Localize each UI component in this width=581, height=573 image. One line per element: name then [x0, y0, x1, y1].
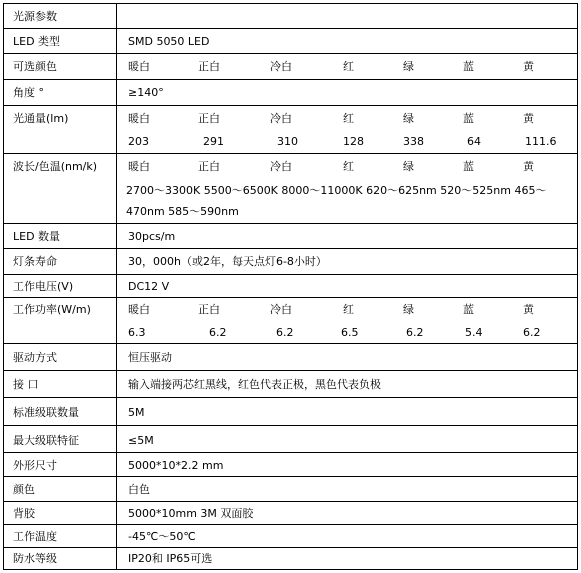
- row-label: 波长/色温(nm/k): [13, 160, 98, 173]
- color-item: 蓝: [463, 160, 474, 173]
- spec-table: [3, 3, 578, 570]
- row-value: 30，000h（或2年，每天点灯6-8小时）: [128, 255, 327, 268]
- color-item: 绿: [403, 112, 414, 125]
- color-item: 冷白: [270, 160, 292, 173]
- row-value: 输入端接两芯红黑线，红色代表正极，黑色代表负极: [128, 378, 381, 391]
- color-item: 暖白: [128, 60, 150, 73]
- color-item: 正白: [198, 303, 220, 316]
- row-cascade-std: [4, 398, 577, 426]
- row-waterproof: [4, 548, 577, 569]
- color-item: 绿: [403, 60, 414, 73]
- row-label: 颜色: [13, 483, 35, 496]
- color-item: 绿: [403, 160, 414, 173]
- row-value: ≥140°: [128, 86, 164, 99]
- row-value: DC12 V: [128, 280, 170, 293]
- row-header: [4, 4, 577, 29]
- color-item: 红: [343, 160, 354, 173]
- color-item: 正白: [198, 112, 220, 125]
- row-label: 光通量(lm): [13, 112, 69, 125]
- flux-value: 291: [203, 135, 224, 148]
- row-value: 白色: [128, 483, 150, 496]
- row-value: ≤5M: [128, 434, 154, 447]
- row-label: LED 数量: [13, 230, 61, 243]
- power-value: 5.4: [465, 326, 483, 339]
- color-item: 红: [343, 112, 354, 125]
- row-temp: [4, 525, 577, 548]
- color-item: 红: [343, 60, 354, 73]
- power-value: 6.3: [128, 326, 146, 339]
- row-color: [4, 54, 577, 80]
- color-item: 冷白: [270, 303, 292, 316]
- flux-value: 310: [277, 135, 298, 148]
- row-value: 5000*10*2.2 mm: [128, 459, 224, 472]
- table-header: 光源参数: [13, 10, 57, 23]
- color-item: 黄: [523, 112, 534, 125]
- color-item: 蓝: [463, 60, 474, 73]
- row-label: 灯条寿命: [13, 255, 57, 268]
- row-label: 工作功率(W/m): [13, 303, 91, 316]
- row-led-count: [4, 224, 577, 249]
- color-item: 蓝: [463, 303, 474, 316]
- row-label: 可选颜色: [13, 60, 57, 73]
- row-flux: [4, 106, 577, 154]
- row-label: LED 类型: [13, 35, 61, 48]
- wavelength-values: 2700～3300K 5500～6500K 8000～11000K 620～625nm 520～525nm 465～470nm 585～590nm: [126, 184, 547, 218]
- row-label: 防水等级: [13, 552, 57, 565]
- row-label: 工作温度: [13, 530, 57, 543]
- color-item: 蓝: [463, 112, 474, 125]
- row-label: 工作电压(V): [13, 280, 74, 293]
- row-value: 5M: [128, 406, 145, 419]
- row-drive: [4, 344, 577, 371]
- row-label: 背胶: [13, 507, 35, 520]
- color-item: 冷白: [270, 60, 292, 73]
- row-size: [4, 453, 577, 477]
- power-value: 6.2: [523, 326, 541, 339]
- row-angle: [4, 80, 577, 106]
- color-item: 暖白: [128, 160, 150, 173]
- power-value: 6.2: [276, 326, 294, 339]
- color-item: 冷白: [270, 112, 292, 125]
- color-item: 正白: [198, 160, 220, 173]
- row-label: 驱动方式: [13, 351, 57, 364]
- row-label: 标准级联数量: [13, 406, 79, 419]
- row-value: IP20和 IP65可选: [128, 552, 213, 565]
- row-label: 角度 °: [13, 86, 44, 99]
- row-power: [4, 298, 577, 344]
- row-color2: [4, 477, 577, 502]
- flux-value: 64: [467, 135, 481, 148]
- row-label: 最大级联特征: [13, 434, 79, 447]
- color-item: 绿: [403, 303, 414, 316]
- flux-value: 203: [128, 135, 149, 148]
- color-item: 黄: [523, 160, 534, 173]
- row-value: 30pcs/m: [128, 230, 176, 243]
- color-item: 正白: [198, 60, 220, 73]
- row-adhesive: [4, 502, 577, 525]
- row-voltage: [4, 275, 577, 298]
- power-value: 6.5: [341, 326, 359, 339]
- row-value: 5000*10mm 3M 双面胶: [128, 507, 254, 520]
- color-item: 黄: [523, 60, 534, 73]
- row-cascade-max: [4, 426, 577, 453]
- flux-value: 338: [403, 135, 424, 148]
- row-value: SMD 5050 LED: [128, 35, 210, 48]
- color-item: 暖白: [128, 303, 150, 316]
- row-life: [4, 249, 577, 275]
- flux-value: 111.6: [525, 135, 557, 148]
- row-label: 接 口: [13, 378, 39, 391]
- color-item: 暖白: [128, 112, 150, 125]
- row-port: [4, 371, 577, 398]
- row-led-type: [4, 29, 577, 54]
- row-value: 恒压驱动: [128, 351, 172, 364]
- color-item: 红: [343, 303, 354, 316]
- flux-value: 128: [343, 135, 364, 148]
- color-item: 黄: [523, 303, 534, 316]
- power-value: 6.2: [209, 326, 227, 339]
- row-wavelength: [4, 154, 577, 224]
- row-value: -45℃～50℃: [128, 530, 196, 543]
- row-label: 外形尺寸: [13, 459, 57, 472]
- power-value: 6.2: [406, 326, 424, 339]
